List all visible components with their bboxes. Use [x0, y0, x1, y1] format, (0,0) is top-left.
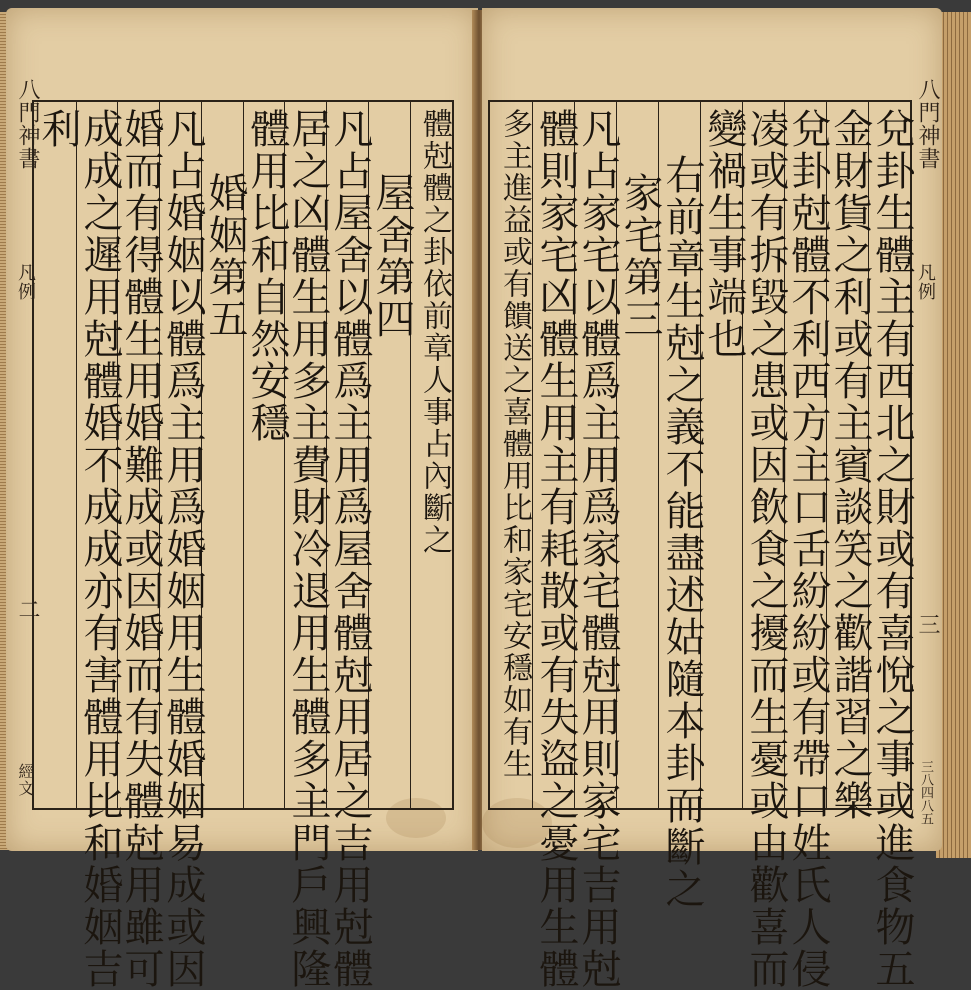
text-column: 多主進益或有饋送之喜體用比和家宅安穩如有生	[497, 108, 532, 780]
right-margin-title: 八門神書	[915, 78, 940, 170]
text-column: 婚而有得體生用婚難成或因婚而有失體尅用雖可	[118, 108, 164, 990]
section-heading: 家宅第三	[617, 172, 663, 340]
text-column: 凡占婚姻以體爲主用爲婚姻用生體婚姻易成或因	[160, 108, 206, 990]
left-text-frame	[32, 100, 454, 990]
text-column: 凡占家宅以體爲主用爲家宅體尅用則家宅吉用尅	[575, 108, 621, 990]
left-margin-page-number: 二	[15, 598, 40, 621]
text-column: 凡占屋舍以體爲主用爲屋舍體尅用居之吉用尅體	[327, 108, 373, 990]
text-column: 體尅體之卦依前章人事占內斷之	[417, 108, 452, 556]
right-margin-page-number: 三	[915, 613, 940, 636]
left-margin-section: 凡例	[15, 263, 36, 301]
text-column: 右前章生尅之義不能盡述姑隨本卦而斷之	[659, 154, 705, 910]
right-text-frame	[488, 100, 915, 990]
left-margin-title: 八門神書	[15, 78, 40, 170]
text-column: 變禍生事端也	[701, 108, 747, 360]
text-column: 金財貨之利或有主賓談笑之歡諧習之樂	[827, 108, 873, 822]
text-column: 成成之遲用尅體婚不成成亦有害體用比和婚姻吉	[77, 108, 123, 990]
text-column: 體用比和自然安穩	[244, 108, 290, 444]
text-column: 凌或有拆毀之患或因飲食之擾而生憂或由歡喜而	[743, 108, 789, 990]
right-margin-section: 凡例	[915, 263, 936, 301]
section-heading: 屋舍第四	[369, 172, 415, 340]
right-margin-foot: 三八四八五	[918, 760, 933, 825]
text-column: 兌卦尅體不利西方主口舌紛紛或有帶口姓氏人侵	[785, 108, 831, 990]
section-heading: 婚姻第五	[202, 172, 248, 340]
text-column: 兌卦生體主有西北之財或有喜悅之事或進食物五	[869, 108, 915, 990]
left-margin-foot: 經文	[16, 763, 35, 797]
text-column: 居之凶體生用多主費財冷退用生體多主門戶興隆	[285, 108, 331, 990]
text-column: 利	[35, 108, 81, 150]
text-column: 體則家宅凶體生用主有耗散或有失盜之憂用生體	[533, 108, 579, 990]
